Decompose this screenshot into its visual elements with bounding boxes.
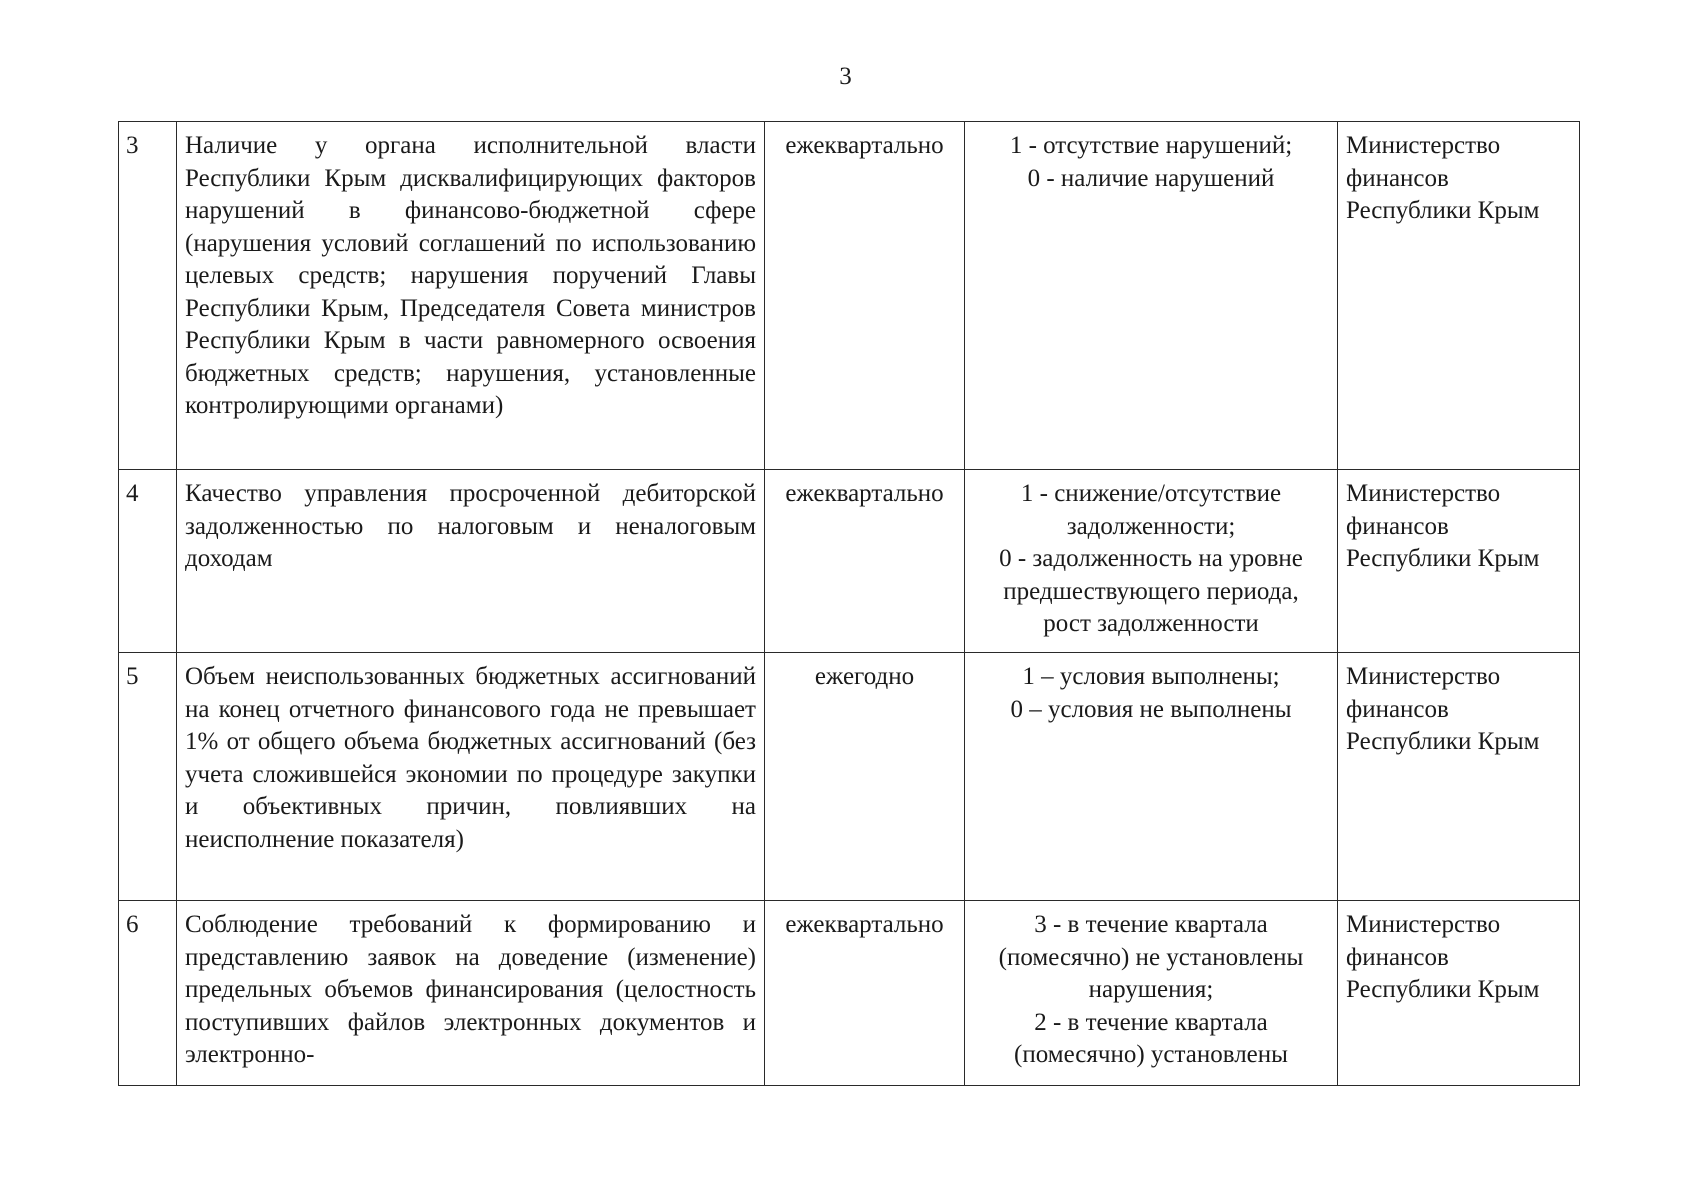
- table-row: [119, 122, 1580, 470]
- responsible-line: финансов: [1346, 512, 1449, 540]
- criteria-line: 1 – условия выполнены;: [1022, 663, 1280, 690]
- responsible-body: [1338, 653, 1580, 901]
- responsible-line: Министерство: [1346, 911, 1501, 938]
- criteria-line: рост задолженности: [1043, 610, 1259, 637]
- responsible-line: Республики Крым: [1346, 197, 1540, 224]
- periodicity: ежеквартально: [765, 901, 965, 1086]
- table-row: [119, 653, 1580, 901]
- criteria: [965, 122, 1338, 470]
- criteria-line: 0 - наличие нарушений: [1027, 164, 1275, 192]
- criteria-line: (помесячно) установлены: [1014, 1041, 1288, 1068]
- periodicity: ежеквартально: [765, 122, 965, 470]
- responsible-line: Министерство: [1346, 663, 1501, 690]
- row-number: 3: [119, 122, 177, 470]
- responsible-line: Республики Крым: [1346, 545, 1540, 572]
- responsible-line: Министерство: [1346, 132, 1501, 159]
- responsible-line: Министерство: [1346, 480, 1501, 507]
- responsible-line: финансов: [1346, 943, 1449, 971]
- responsible-body: [1338, 122, 1580, 470]
- responsible-line: Республики Крым: [1346, 976, 1540, 1003]
- responsible-line: Республики Крым: [1346, 728, 1540, 755]
- criteria-line: предшествующего периода,: [1003, 577, 1299, 605]
- row-number: 5: [119, 653, 177, 901]
- indicators-table: [118, 121, 1580, 1086]
- periodicity: ежегодно: [765, 653, 965, 901]
- criteria-line: (помесячно) не установлены: [998, 943, 1304, 971]
- criteria: [965, 470, 1338, 653]
- criteria-line: 1 - снижение/отсутствие: [1020, 480, 1282, 507]
- table-row: [119, 470, 1580, 653]
- table-row: [119, 901, 1580, 1086]
- criteria-line: нарушения;: [1088, 976, 1214, 1003]
- indicator-text: Качество управления просроченной дебиторской задолженностью по налоговым и неналоговым доходам: [177, 470, 765, 653]
- responsible-body: [1338, 901, 1580, 1086]
- indicator-text: Наличие у органа исполнительной власти Республики Крым дисквалифицирующих факторов нарушений в финансово-бюджетной сфере (нарушения условий соглашений по использованию целевых средств; нарушения поручений Главы Республики Крым, Председателя Совета министров Республики Крым в части равномерного освоения бюджетных средств; нарушения, установленные контролирующими органами): [177, 122, 765, 470]
- indicator-text: Объем неиспользованных бюджетных ассигнований на конец отчетного финансового года не превышает 1% от общего объема бюджетных ассигнований (без учета сложившейся экономии по процедуре закупки и объективных причин, повлиявших на неисполнение показателя): [177, 653, 765, 901]
- criteria-line: 2 - в течение квартала: [1034, 1008, 1268, 1036]
- criteria-line: 1 - отсутствие нарушений;: [1009, 132, 1293, 159]
- criteria: [965, 653, 1338, 901]
- criteria-line: 0 – условия не выполнены: [1010, 695, 1292, 723]
- responsible-body: [1338, 470, 1580, 653]
- indicator-text: Соблюдение требований к формированию и представлению заявок на доведение (изменение) предельных объемов финансирования (целостность поступивших файлов электронных документов и электронно-: [177, 901, 765, 1086]
- row-number: 4: [119, 470, 177, 653]
- criteria-line: задолженности;: [1066, 512, 1236, 540]
- row-number: 6: [119, 901, 177, 1086]
- periodicity: ежеквартально: [765, 470, 965, 653]
- criteria: [965, 901, 1338, 1086]
- criteria-line: 3 - в течение квартала: [1034, 911, 1268, 938]
- responsible-line: финансов: [1346, 164, 1449, 192]
- criteria-line: 0 - задолженность на уровне: [999, 545, 1303, 572]
- page-number: 3: [839, 63, 852, 90]
- responsible-line: финансов: [1346, 695, 1449, 723]
